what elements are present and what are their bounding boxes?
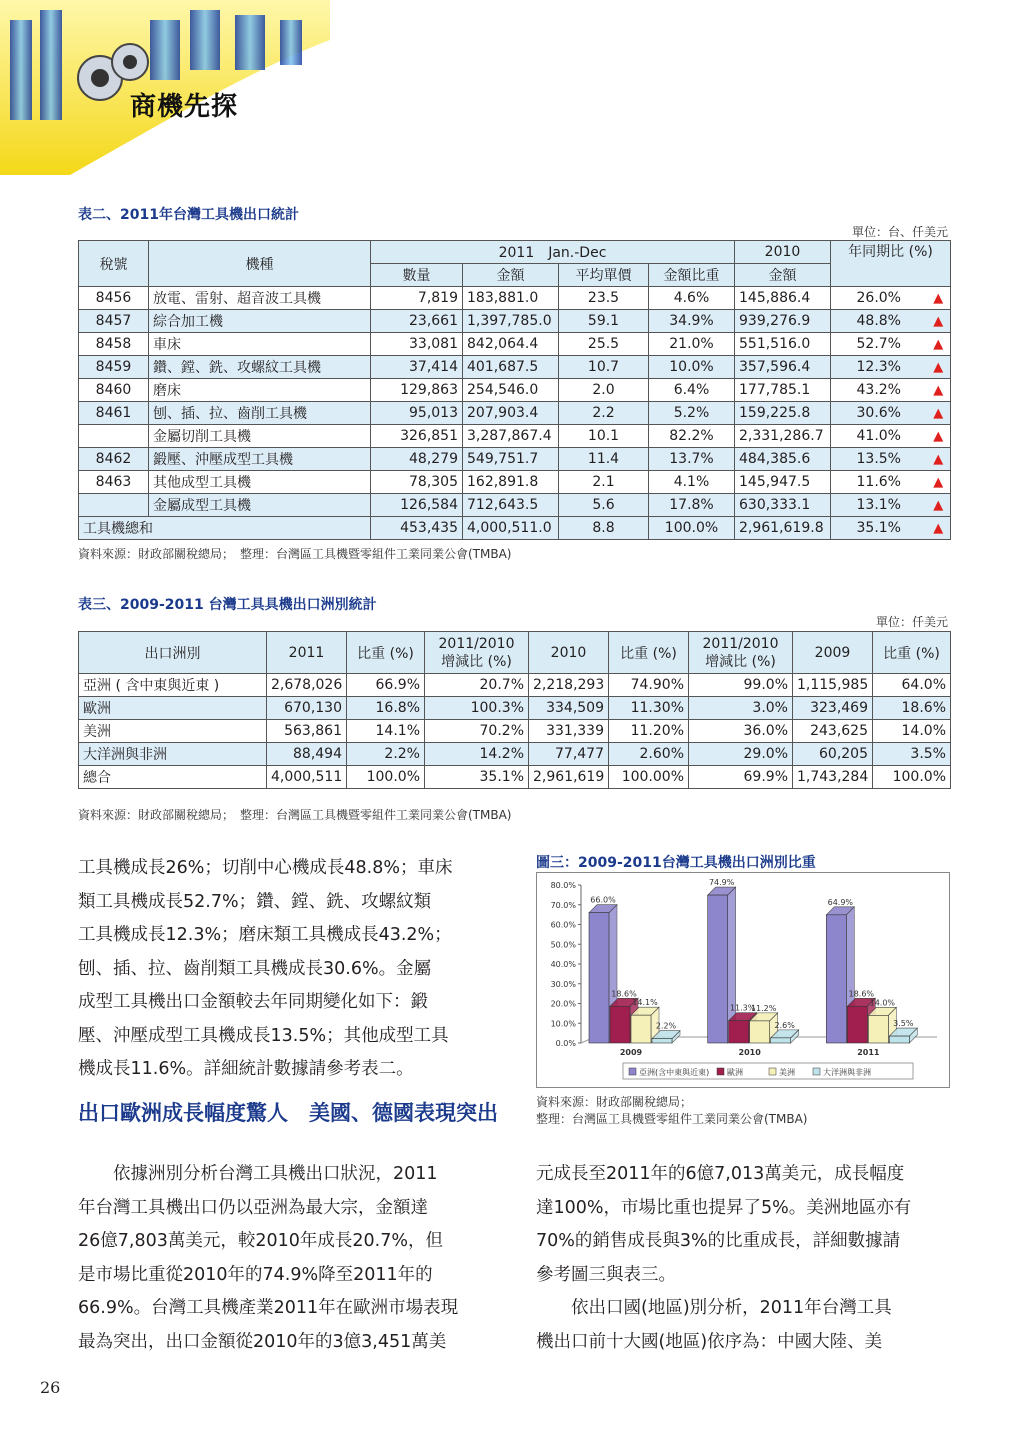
table3-source: 資料來源：財政部關稅總局； 整理：台灣區工具機暨零組件工業同業公會(TMBA) — [78, 808, 512, 822]
bar — [589, 913, 609, 1043]
cell-share2: 11.30% — [609, 697, 689, 720]
up-arrow-icon: ▲ — [927, 517, 951, 540]
cell-chg2: 29.0% — [689, 743, 793, 766]
header-share-2011: 比重 (%) — [347, 632, 425, 674]
header-change-1-top: 2011/2010 — [438, 635, 515, 652]
cell-yoy: 12.3% — [831, 356, 927, 379]
bar — [708, 895, 728, 1043]
cell-qty: 129,863 — [371, 379, 463, 402]
cell-avg: 25.5 — [559, 333, 649, 356]
header-2011: 2011 — [267, 632, 347, 674]
cell-amount: 401,687.5 — [463, 356, 559, 379]
cell-y2009: 323,469 — [793, 697, 873, 720]
cell-avg: 10.1 — [559, 425, 649, 448]
y-tick-label: 50.0% — [550, 940, 576, 950]
cell-2010: 484,385.6 — [735, 448, 831, 471]
header-period: 2011 Jan.-Dec — [371, 241, 735, 264]
cell-type: 鍛壓、沖壓成型工具機 — [149, 448, 371, 471]
cell-code: 8459 — [79, 356, 149, 379]
bar — [729, 1021, 749, 1043]
table-row — [79, 471, 951, 494]
cell-avg: 59.1 — [559, 310, 649, 333]
table-row — [79, 743, 951, 766]
bar — [847, 1006, 867, 1043]
table-row — [79, 379, 951, 402]
cell-share: 21.0% — [649, 333, 735, 356]
cell-code — [79, 494, 149, 517]
header-change-2 — [689, 632, 793, 674]
x-tick-label: 2011 — [857, 1048, 880, 1057]
cell-code — [79, 425, 149, 448]
cell-share2: 11.20% — [609, 720, 689, 743]
text-line: 類工具機成長52.7%；鑽、鏜、銑、攻螺紋類 — [78, 891, 432, 912]
cell-y2009: 1,743,284 — [793, 766, 873, 789]
data-label: 18.6% — [848, 989, 875, 999]
text-line: 工具機成長12.3%；磨床類工具機成長43.2%； — [78, 925, 452, 945]
figure3-chart — [536, 872, 950, 1088]
cell-amount: 207,903.4 — [463, 402, 559, 425]
cell-qty: 48,279 — [371, 448, 463, 471]
cell-code: 8460 — [79, 379, 149, 402]
cell-y2009: 1,115,985 — [793, 674, 873, 697]
cell-qty: 126,584 — [371, 494, 463, 517]
header-share: 金額比重 — [649, 264, 735, 287]
cell-qty: 33,081 — [371, 333, 463, 356]
cell-chg2: 99.0% — [689, 674, 793, 697]
cell-y2010: 334,509 — [529, 697, 609, 720]
text-line: 工具機成長26%；切削中心機成長48.8%；車床 — [78, 858, 453, 878]
cell-type: 鑽、鏜、銑、攻螺紋工具機 — [149, 356, 371, 379]
cell-chg1: 35.1% — [425, 766, 529, 789]
cell-yoy: 11.6% — [831, 471, 927, 494]
cell-2010: 630,333.1 — [735, 494, 831, 517]
cell-region: 總合 — [79, 766, 267, 789]
cell-y2011: 563,861 — [267, 720, 347, 743]
cell-qty: 37,414 — [371, 356, 463, 379]
cell-share: 10.0% — [649, 356, 735, 379]
text-line: 最為突出，出口金額從2010年的3億3,451萬美 — [78, 1331, 447, 1352]
cell-2010: 159,225.8 — [735, 402, 831, 425]
text-line: 機成長11.6%。詳細統計數據請參考表二。 — [78, 1059, 414, 1079]
table-row — [79, 402, 951, 425]
cell-share3: 18.6% — [873, 697, 951, 720]
cell-yoy: 48.8% — [831, 310, 927, 333]
cell-chg2: 36.0% — [689, 720, 793, 743]
y-tick-label: 70.0% — [550, 900, 576, 910]
table-row — [79, 333, 951, 356]
legend-label: 大洋洲與非洲 — [823, 1068, 871, 1077]
header-2010: 2010 — [735, 241, 831, 264]
text-line: 依據洲別分析台灣工具機出口狀況，2011 — [78, 1164, 438, 1184]
header-change-1 — [425, 632, 529, 674]
figure3-source-1: 資料來源：財政部關稅總局； — [536, 1095, 693, 1109]
text-line: 壓、沖壓成型工具機成長13.5%；其他成型工具 — [78, 1025, 449, 1046]
cell-avg: 11.4 — [559, 448, 649, 471]
cell-region: 美洲 — [79, 720, 267, 743]
header-yoy: 年同期比 (%) — [831, 241, 951, 287]
up-arrow-icon: ▲ — [927, 287, 951, 310]
cell-y2009: 60,205 — [793, 743, 873, 766]
up-arrow-icon: ▲ — [927, 402, 951, 425]
cell-amount: 1,397,785.0 — [463, 310, 559, 333]
header-change-2-top: 2011/2010 — [702, 635, 779, 652]
header-avg: 平均單價 — [559, 264, 649, 287]
y-tick-label: 0.0% — [555, 1039, 576, 1048]
up-arrow-icon: ▲ — [927, 333, 951, 356]
cell-y2010: 77,477 — [529, 743, 609, 766]
cell-qty: 7,819 — [371, 287, 463, 310]
cell-yoy: 43.2% — [831, 379, 927, 402]
cell-avg: 2.2 — [559, 402, 649, 425]
cell-share: 4.1% — [649, 471, 735, 494]
cell-amount: 183,881.0 — [463, 287, 559, 310]
cell-share1: 2.2% — [347, 743, 425, 766]
cell-share2: 74.90% — [609, 674, 689, 697]
cell-region: 大洋洲與非洲 — [79, 743, 267, 766]
header-type: 機種 — [149, 241, 371, 287]
bar — [652, 1039, 672, 1043]
data-label: 11.2% — [750, 1003, 777, 1013]
cell-y2011: 2,678,026 — [267, 674, 347, 697]
cell-avg: 10.7 — [559, 356, 649, 379]
y-tick-label: 60.0% — [550, 920, 576, 930]
header-change-2-bottom: 增減比 (%) — [705, 653, 776, 670]
cell-2010: 177,785.1 — [735, 379, 831, 402]
header-qty: 數量 — [371, 264, 463, 287]
cell-share: 34.9% — [649, 310, 735, 333]
bar — [889, 1036, 909, 1043]
section-banner — [0, 0, 330, 175]
cell-y2010: 331,339 — [529, 720, 609, 743]
header-region: 出口洲別 — [79, 632, 267, 674]
data-label: 14.1% — [632, 998, 658, 1008]
text-line: 參考圖三與表三。 — [536, 1264, 676, 1285]
up-arrow-icon: ▲ — [927, 471, 951, 494]
page-number: 26 — [40, 1378, 61, 1397]
cell-total-label: 工具機總和 — [79, 517, 371, 540]
table-row — [79, 287, 951, 310]
table2-source: 資料來源：財政部關稅總局； 整理：台灣區工具機暨零組件工業同業公會(TMBA) — [78, 547, 512, 561]
cell-2010: 145,947.5 — [735, 471, 831, 494]
cell-type: 綜合加工機 — [149, 310, 371, 333]
text-line: 機出口前十大國(地區)依序為：中國大陸、美 — [536, 1331, 883, 1352]
x-tick-label: 2009 — [619, 1048, 643, 1057]
text-line: 是市場比重從2010年的74.9%降至2011年的 — [78, 1264, 433, 1285]
cell-amount: 162,891.8 — [463, 471, 559, 494]
data-label: 2.6% — [774, 1020, 795, 1030]
cell-share3: 100.0% — [873, 766, 951, 789]
x-tick-label: 2010 — [738, 1048, 761, 1057]
header-share-2009: 比重 (%) — [873, 632, 951, 674]
cell-qty: 326,851 — [371, 425, 463, 448]
cell-chg2: 69.9% — [689, 766, 793, 789]
bar — [826, 915, 846, 1043]
cell-share3: 64.0% — [873, 674, 951, 697]
cell-share: 17.8% — [649, 494, 735, 517]
table-row — [79, 720, 951, 743]
cell-chg1: 20.7% — [425, 674, 529, 697]
cell-amount: 842,064.4 — [463, 333, 559, 356]
cell-type: 金屬成型工具機 — [149, 494, 371, 517]
article-col2 — [536, 1158, 956, 1359]
bar — [610, 1006, 630, 1043]
cell-chg1: 70.2% — [425, 720, 529, 743]
cell-type: 其他成型工具機 — [149, 471, 371, 494]
cell-share: 13.7% — [649, 448, 735, 471]
cell-amount: 3,287,867.4 — [463, 425, 559, 448]
data-label: 11.3% — [729, 1003, 756, 1013]
cell-y2011: 670,130 — [267, 697, 347, 720]
text-line: 70%的銷售成長與3%的比重成長，詳細數據請 — [536, 1231, 901, 1251]
cell-avg: 8.8 — [559, 517, 649, 540]
article-col1-bottom — [78, 1158, 498, 1359]
cell-amount: 549,751.7 — [463, 448, 559, 471]
cell-chg1: 14.2% — [425, 743, 529, 766]
cell-type: 放電、雷射、超音波工具機 — [149, 287, 371, 310]
text-line: 依出口國(地區)別分析，2011年台灣工具 — [536, 1298, 892, 1318]
bar — [750, 1021, 770, 1043]
figure3-svg — [537, 873, 949, 1087]
legend-swatch — [629, 1068, 636, 1075]
cell-share3: 14.0% — [873, 720, 951, 743]
cell-share2: 100.00% — [609, 766, 689, 789]
cell-share: 82.2% — [649, 425, 735, 448]
y-tick-label: 20.0% — [550, 999, 576, 1009]
data-label: 2.2% — [655, 1021, 677, 1031]
y-tick-label: 40.0% — [550, 960, 576, 969]
article-col1-top — [78, 852, 498, 1087]
cell-code: 8462 — [79, 448, 149, 471]
cell-share: 100.0% — [649, 517, 735, 540]
cell-code: 8458 — [79, 333, 149, 356]
data-label: 64.9% — [827, 897, 854, 907]
up-arrow-icon: ▲ — [927, 310, 951, 333]
cell-qty: 23,661 — [371, 310, 463, 333]
up-arrow-icon: ▲ — [927, 425, 951, 448]
cell-amount: 4,000,511.0 — [463, 517, 559, 540]
cell-code: 8457 — [79, 310, 149, 333]
cell-y2009: 243,625 — [793, 720, 873, 743]
header-2010-amount: 金額 — [735, 264, 831, 287]
legend-label: 歐洲 — [727, 1068, 743, 1077]
cell-share1: 66.9% — [347, 674, 425, 697]
cell-amount: 254,546.0 — [463, 379, 559, 402]
table2-export-stats — [78, 240, 951, 540]
cell-2010: 551,516.0 — [735, 333, 831, 356]
data-label: 74.9% — [708, 878, 735, 888]
cell-yoy: 13.5% — [831, 448, 927, 471]
cell-share1: 14.1% — [347, 720, 425, 743]
up-arrow-icon: ▲ — [927, 494, 951, 517]
figure3-source-2: 整理：台灣區工具機暨零組件工業同業公會(TMBA) — [536, 1112, 808, 1126]
header-2010: 2010 — [529, 632, 609, 674]
cell-2010: 2,961,619.8 — [735, 517, 831, 540]
cell-y2011: 4,000,511 — [267, 766, 347, 789]
cell-avg: 2.0 — [559, 379, 649, 402]
table-row — [79, 425, 951, 448]
text-line: 年台灣工具機出口仍以亞洲為最大宗，金額達 — [78, 1197, 428, 1218]
table2-unit: 單位：台、仟美元 — [851, 225, 948, 239]
table2-title: 表二、2011年台灣工具機出口統計 — [78, 207, 299, 223]
cell-code: 8456 — [79, 287, 149, 310]
header-share-2010: 比重 (%) — [609, 632, 689, 674]
cell-y2010: 2,961,619 — [529, 766, 609, 789]
table-row — [79, 356, 951, 379]
table-row — [79, 766, 951, 789]
text-line: 刨、插、拉、齒削類工具機成長30.6%。金屬 — [78, 958, 432, 979]
table-row — [79, 310, 951, 333]
cell-share1: 100.0% — [347, 766, 425, 789]
y-tick-label: 30.0% — [550, 979, 576, 989]
up-arrow-icon: ▲ — [927, 379, 951, 402]
text-line: 66.9%。台灣工具機產業2011年在歐洲市場表現 — [78, 1298, 459, 1318]
cell-yoy: 41.0% — [831, 425, 927, 448]
cell-share: 6.4% — [649, 379, 735, 402]
up-arrow-icon: ▲ — [927, 448, 951, 471]
header-2009: 2009 — [793, 632, 873, 674]
cell-2010: 145,886.4 — [735, 287, 831, 310]
y-tick-label: 80.0% — [550, 881, 576, 890]
legend-label: 亞洲(含中東與近東) — [639, 1068, 710, 1077]
cell-type: 刨、插、拉、齒削工具機 — [149, 402, 371, 425]
cell-chg1: 100.3% — [425, 697, 529, 720]
table-row — [79, 674, 951, 697]
figure3-title: 圖三：2009-2011台灣工具機出口洲別比重 — [536, 855, 816, 871]
cell-share: 4.6% — [649, 287, 735, 310]
table3-unit: 單位：仟美元 — [875, 615, 948, 629]
table3-region-stats — [78, 631, 951, 789]
cell-amount: 712,643.5 — [463, 494, 559, 517]
y-tick-label: 10.0% — [550, 1019, 576, 1029]
cell-yoy: 35.1% — [831, 517, 927, 540]
article-heading: 出口歐洲成長幅度驚人 美國、德國表現突出 — [78, 1100, 498, 1125]
cell-qty: 78,305 — [371, 471, 463, 494]
cell-qty: 453,435 — [371, 517, 463, 540]
cell-yoy: 26.0% — [831, 287, 927, 310]
cell-code: 8463 — [79, 471, 149, 494]
data-label: 14.0% — [869, 998, 896, 1008]
table-total-row — [79, 517, 951, 540]
cell-2010: 939,276.9 — [735, 310, 831, 333]
bar — [771, 1038, 791, 1043]
legend-swatch — [813, 1068, 820, 1075]
legend-swatch — [769, 1068, 776, 1075]
up-arrow-icon: ▲ — [927, 356, 951, 379]
cell-share1: 16.8% — [347, 697, 425, 720]
table-row — [79, 697, 951, 720]
cell-yoy: 13.1% — [831, 494, 927, 517]
cell-type: 車床 — [149, 333, 371, 356]
table-row — [79, 494, 951, 517]
text-line: 元成長至2011年的6億7,013萬美元，成長幅度 — [536, 1164, 905, 1184]
bar — [631, 1015, 651, 1043]
header-amount: 金額 — [463, 264, 559, 287]
text-line: 26億7,803萬美元，較2010年成長20.7%，但 — [78, 1231, 443, 1251]
cell-type: 金屬切削工具機 — [149, 425, 371, 448]
header-change-1-bottom: 增減比 (%) — [441, 653, 512, 670]
text-line: 成型工具機出口金額較去年同期變化如下：鍛 — [78, 992, 428, 1012]
section-label: 商機先探 — [130, 92, 239, 122]
cell-code: 8461 — [79, 402, 149, 425]
cell-yoy: 30.6% — [831, 402, 927, 425]
cell-y2011: 88,494 — [267, 743, 347, 766]
cell-2010: 2,331,286.7 — [735, 425, 831, 448]
cell-share2: 2.60% — [609, 743, 689, 766]
cell-y2010: 2,218,293 — [529, 674, 609, 697]
legend-swatch — [717, 1068, 724, 1075]
cell-yoy: 52.7% — [831, 333, 927, 356]
data-label: 18.6% — [611, 989, 637, 999]
cell-type: 磨床 — [149, 379, 371, 402]
cell-share3: 3.5% — [873, 743, 951, 766]
bar — [868, 1015, 888, 1043]
cell-region: 歐洲 — [79, 697, 267, 720]
cell-chg2: 3.0% — [689, 697, 793, 720]
table-row — [79, 448, 951, 471]
data-label: 66.0% — [590, 895, 616, 905]
cell-avg: 2.1 — [559, 471, 649, 494]
cell-qty: 95,013 — [371, 402, 463, 425]
cell-share: 5.2% — [649, 402, 735, 425]
data-label: 3.5% — [893, 1019, 914, 1029]
header-code: 稅號 — [79, 241, 149, 287]
legend-label: 美洲 — [779, 1068, 795, 1077]
cell-avg: 5.6 — [559, 494, 649, 517]
cell-region: 亞洲 ( 含中東與近東 ) — [79, 674, 267, 697]
text-line: 達100%，市場比重也提昇了5%。美洲地區亦有 — [536, 1197, 912, 1218]
cell-2010: 357,596.4 — [735, 356, 831, 379]
table3-title: 表三、2009-2011 台灣工具具機出口洲別統計 — [78, 597, 377, 613]
cell-avg: 23.5 — [559, 287, 649, 310]
